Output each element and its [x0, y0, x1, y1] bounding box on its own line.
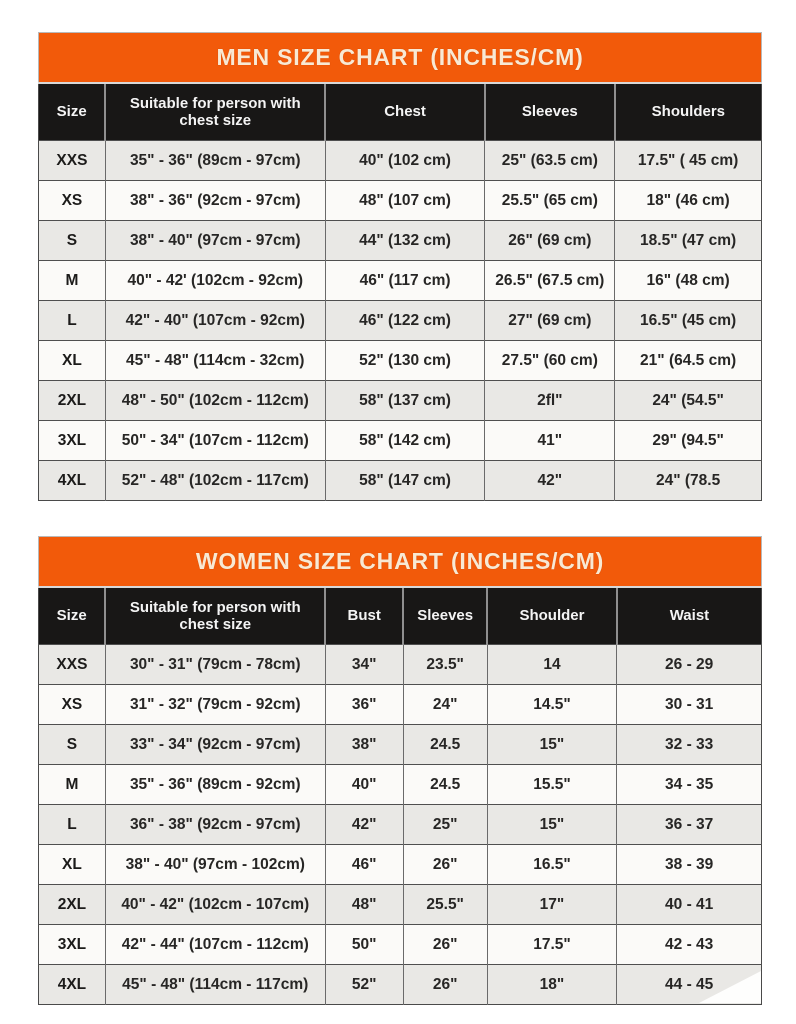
value-cell: 38" - 40" (97cm - 97cm) — [105, 221, 325, 261]
value-cell: 34 - 35 — [617, 765, 762, 805]
value-cell: 33" - 34" (92cm - 97cm) — [105, 725, 325, 765]
value-cell: 38" — [325, 725, 403, 765]
value-cell: 15.5" — [487, 765, 617, 805]
table-row — [39, 301, 762, 341]
size-cell: XL — [39, 341, 106, 381]
table-row — [39, 261, 762, 301]
size-cell: M — [39, 765, 106, 805]
women-header-bust: Bust — [325, 587, 403, 645]
size-cell: 4XL — [39, 461, 106, 501]
size-cell: 3XL — [39, 421, 106, 461]
value-cell: 24" — [403, 685, 487, 725]
value-cell: 46" — [325, 845, 403, 885]
value-cell: 36 - 37 — [617, 805, 762, 845]
value-cell: 23.5" — [403, 645, 487, 685]
value-cell: 15" — [487, 725, 617, 765]
value-cell: 29" (94.5" — [615, 421, 762, 461]
table-row — [39, 725, 762, 765]
value-cell: 38 - 39 — [617, 845, 762, 885]
value-cell: 42" - 44" (107cm - 112cm) — [105, 925, 325, 965]
size-cell: XS — [39, 181, 106, 221]
value-cell: 31" - 32" (79cm - 92cm) — [105, 685, 325, 725]
table-row — [39, 685, 762, 725]
men-header-shoulders: Shoulders — [615, 83, 762, 141]
value-cell: 15" — [487, 805, 617, 845]
value-cell: 38" - 40" (97cm - 102cm) — [105, 845, 325, 885]
size-cell: L — [39, 805, 106, 845]
women-chart-title: WOMEN SIZE CHART (INCHES/CM) — [38, 536, 762, 586]
value-cell: 42 - 43 — [617, 925, 762, 965]
men-chart-title: MEN SIZE CHART (INCHES/CM) — [38, 32, 762, 82]
value-cell: 16.5" — [487, 845, 617, 885]
value-cell: 27" (69 cm) — [485, 301, 615, 341]
value-cell: 18.5" (47 cm) — [615, 221, 762, 261]
table-row — [39, 221, 762, 261]
women-header-size: Size — [39, 587, 106, 645]
value-cell: 25" — [403, 805, 487, 845]
value-cell: 40" (102 cm) — [325, 141, 485, 181]
value-cell: 18" (46 cm) — [615, 181, 762, 221]
table-row — [39, 845, 762, 885]
value-cell: 52" — [325, 965, 403, 1005]
men-header-chest: Chest — [325, 83, 485, 141]
value-cell: 27.5" (60 cm) — [485, 341, 615, 381]
men-header-size: Size — [39, 83, 106, 141]
value-cell: 26" — [403, 845, 487, 885]
value-cell: 44" (132 cm) — [325, 221, 485, 261]
value-cell: 48" — [325, 885, 403, 925]
women-header-waist: Waist — [617, 587, 762, 645]
value-cell: 40 - 41 — [617, 885, 762, 925]
men-header-sleeves: Sleeves — [485, 83, 615, 141]
table-row — [39, 461, 762, 501]
size-cell: XS — [39, 685, 106, 725]
women-table-body — [39, 645, 762, 1005]
value-cell: 58" (137 cm) — [325, 381, 485, 421]
value-cell: 48" (107 cm) — [325, 181, 485, 221]
women-header-shoulder: Shoulder — [487, 587, 617, 645]
size-cell: S — [39, 221, 106, 261]
women-header-sleeves: Sleeves — [403, 587, 487, 645]
men-size-table — [38, 82, 762, 501]
size-cell: 4XL — [39, 965, 106, 1005]
value-cell: 44 - 45 — [617, 965, 762, 1005]
men-table-body — [39, 141, 762, 501]
value-cell: 16" (48 cm) — [615, 261, 762, 301]
value-cell: 36" — [325, 685, 403, 725]
value-cell: 17.5" ( 45 cm) — [615, 141, 762, 181]
table-row — [39, 765, 762, 805]
size-cell: M — [39, 261, 106, 301]
size-cell: XL — [39, 845, 106, 885]
men-header-row — [39, 83, 762, 141]
value-cell: 18" — [487, 965, 617, 1005]
size-cell: S — [39, 725, 106, 765]
size-cell: L — [39, 301, 106, 341]
value-cell: 16.5" (45 cm) — [615, 301, 762, 341]
value-cell: 14 — [487, 645, 617, 685]
size-cell: XXS — [39, 645, 106, 685]
value-cell: 42" — [325, 805, 403, 845]
value-cell: 26 - 29 — [617, 645, 762, 685]
value-cell: 26" — [403, 925, 487, 965]
value-cell: 35" - 36" (89cm - 97cm) — [105, 141, 325, 181]
table-row — [39, 421, 762, 461]
value-cell: 58" (142 cm) — [325, 421, 485, 461]
value-cell: 24" (78.5 — [615, 461, 762, 501]
value-cell: 30 - 31 — [617, 685, 762, 725]
table-row — [39, 341, 762, 381]
value-cell: 17" — [487, 885, 617, 925]
value-cell: 52" (130 cm) — [325, 341, 485, 381]
value-cell: 26.5" (67.5 cm) — [485, 261, 615, 301]
value-cell: 24.5 — [403, 765, 487, 805]
men-size-chart — [38, 32, 762, 501]
value-cell: 40" - 42" (102cm - 107cm) — [105, 885, 325, 925]
value-cell: 46" (117 cm) — [325, 261, 485, 301]
value-cell: 14.5" — [487, 685, 617, 725]
value-cell: 50" - 34" (107cm - 112cm) — [105, 421, 325, 461]
value-cell: 17.5" — [487, 925, 617, 965]
table-row — [39, 965, 762, 1005]
value-cell: 40" - 42' (102cm - 92cm) — [105, 261, 325, 301]
value-cell: 36" - 38" (92cm - 97cm) — [105, 805, 325, 845]
value-cell: 46" (122 cm) — [325, 301, 485, 341]
value-cell: 26" — [403, 965, 487, 1005]
table-row — [39, 805, 762, 845]
value-cell: 52" - 48" (102cm - 117cm) — [105, 461, 325, 501]
value-cell: 30" - 31" (79cm - 78cm) — [105, 645, 325, 685]
size-cell: 3XL — [39, 925, 106, 965]
value-cell: 21" (64.5 cm) — [615, 341, 762, 381]
value-cell: 40" — [325, 765, 403, 805]
value-cell: 24" (54.5" — [615, 381, 762, 421]
size-cell: XXS — [39, 141, 106, 181]
value-cell: 26" (69 cm) — [485, 221, 615, 261]
value-cell: 35" - 36" (89cm - 92cm) — [105, 765, 325, 805]
size-cell: 2XL — [39, 381, 106, 421]
value-cell: 25.5" — [403, 885, 487, 925]
table-row — [39, 925, 762, 965]
value-cell: 45" - 48" (114cm - 32cm) — [105, 341, 325, 381]
women-header-row — [39, 587, 762, 645]
value-cell: 34" — [325, 645, 403, 685]
value-cell: 25.5" (65 cm) — [485, 181, 615, 221]
value-cell: 32 - 33 — [617, 725, 762, 765]
women-header-suitable: Suitable for person with chest size — [105, 587, 325, 645]
value-cell: 2fl" — [485, 381, 615, 421]
value-cell: 38" - 36" (92cm - 97cm) — [105, 181, 325, 221]
value-cell: 45" - 48" (114cm - 117cm) — [105, 965, 325, 1005]
women-size-table — [38, 586, 762, 1005]
table-row — [39, 181, 762, 221]
value-cell: 48" - 50" (102cm - 112cm) — [105, 381, 325, 421]
size-cell: 2XL — [39, 885, 106, 925]
value-cell: 25" (63.5 cm) — [485, 141, 615, 181]
value-cell: 42" — [485, 461, 615, 501]
value-cell: 42" - 40" (107cm - 92cm) — [105, 301, 325, 341]
value-cell: 41" — [485, 421, 615, 461]
value-cell: 24.5 — [403, 725, 487, 765]
men-header-suitable: Suitable for person with chest size — [105, 83, 325, 141]
women-size-chart — [38, 536, 762, 1005]
value-cell: 50" — [325, 925, 403, 965]
table-row — [39, 885, 762, 925]
table-row — [39, 381, 762, 421]
table-row — [39, 645, 762, 685]
table-row — [39, 141, 762, 181]
value-cell: 58" (147 cm) — [325, 461, 485, 501]
